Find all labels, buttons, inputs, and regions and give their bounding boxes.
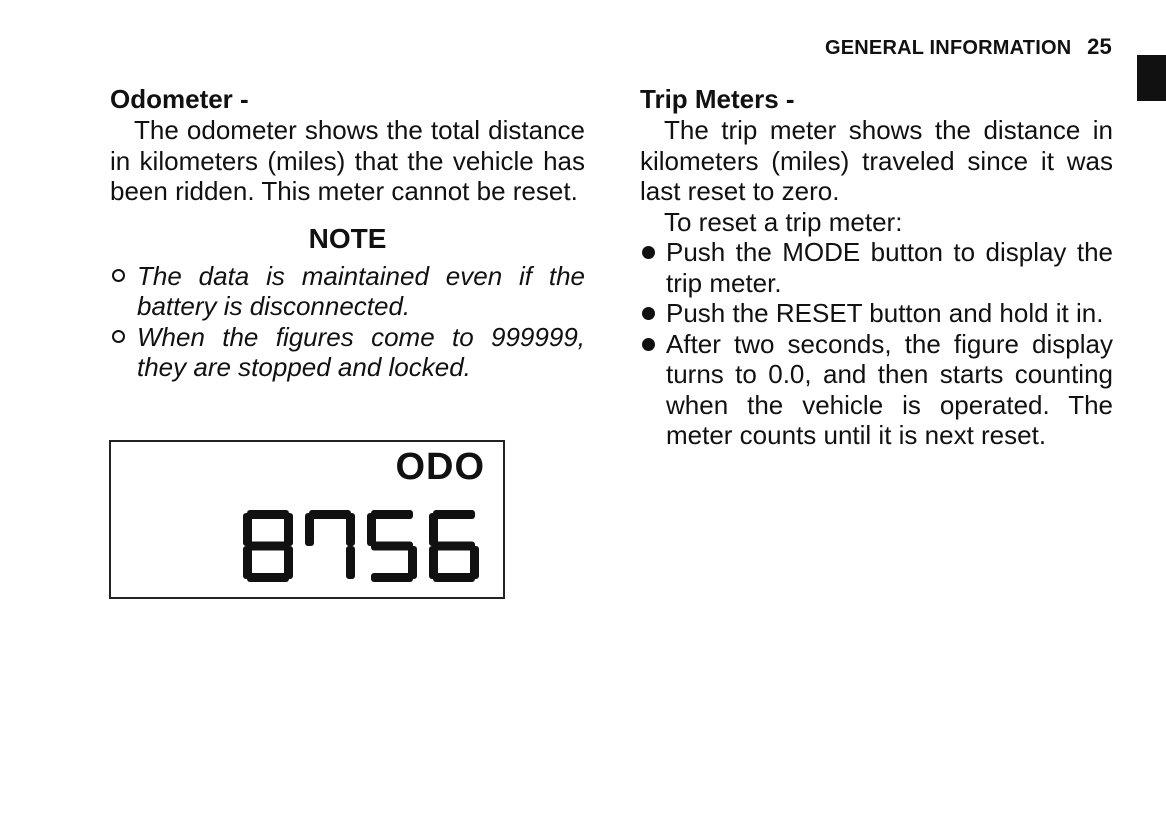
page-number: 25 [1087, 34, 1112, 59]
note-text: The data is maintained even if the battery is disconnected. [137, 260, 585, 321]
circle-bullet-icon [112, 330, 125, 343]
digit-segment [247, 573, 289, 582]
step-text: Push the RESET button and hold it in. [666, 298, 1104, 328]
digit-segment [247, 510, 289, 519]
odometer-reading [241, 510, 491, 586]
reset-intro: To reset a trip meter: [664, 206, 903, 237]
digit-segment [470, 546, 479, 579]
odometer-digit [305, 510, 355, 579]
step-text: Push the MODE button to display the trip meter. [666, 237, 1113, 298]
bullet-dot-icon [642, 246, 655, 259]
bullet-dot-icon [642, 338, 655, 351]
right-column [640, 84, 1113, 451]
section-title: GENERAL INFORMATION [824, 37, 1072, 59]
digit-segment [429, 513, 438, 546]
trip-meter-paragraph: The trip meter shows the distance in kilometers (miles) traveled since it was last reset to zero. [640, 115, 1113, 206]
bullet-dot-icon [642, 307, 655, 320]
reset-step [640, 329, 1113, 451]
digit-segment [284, 513, 293, 546]
digit-segment [367, 513, 376, 546]
step-text: After two seconds, the figure display turns to 0.0, and then starts counting when the vehicle is operated. The meter counts until it is next reset. [666, 328, 1113, 450]
odometer-paragraph: The odometer shows the total distance in kilometers (miles) that the vehicle has been ridden. This meter cannot be reset. [110, 115, 585, 206]
digit-segment [346, 513, 355, 546]
odometer-digit [429, 510, 479, 582]
reset-step [640, 237, 1113, 298]
thumb-index-tab [1137, 55, 1166, 101]
note-item [110, 322, 585, 383]
digit-segment [346, 546, 355, 579]
note-item [110, 261, 585, 322]
digit-segment [243, 546, 252, 579]
circle-bullet-icon [112, 269, 125, 282]
digit-segment [433, 510, 475, 519]
digit-segment [309, 510, 351, 519]
note-title: NOTE [308, 222, 387, 254]
digit-segment [433, 542, 475, 551]
odo-label: ODO [395, 446, 485, 488]
page-header [825, 34, 1112, 60]
odometer-heading: Odometer - [110, 84, 249, 114]
trip-meters-heading: Trip Meters - [640, 84, 795, 114]
digit-segment [371, 542, 413, 551]
reset-step [640, 298, 1113, 329]
odometer-display-illustration [109, 440, 505, 599]
digit-segment [433, 573, 475, 582]
note-text: When the figures come to 999999, they are stopped and locked. [137, 321, 585, 382]
digit-segment [243, 513, 252, 546]
digit-segment [371, 510, 413, 519]
odometer-digit [367, 510, 417, 582]
digit-segment [247, 542, 289, 551]
digit-segment [371, 573, 413, 582]
left-column [110, 84, 585, 383]
odometer-digit [243, 510, 293, 582]
